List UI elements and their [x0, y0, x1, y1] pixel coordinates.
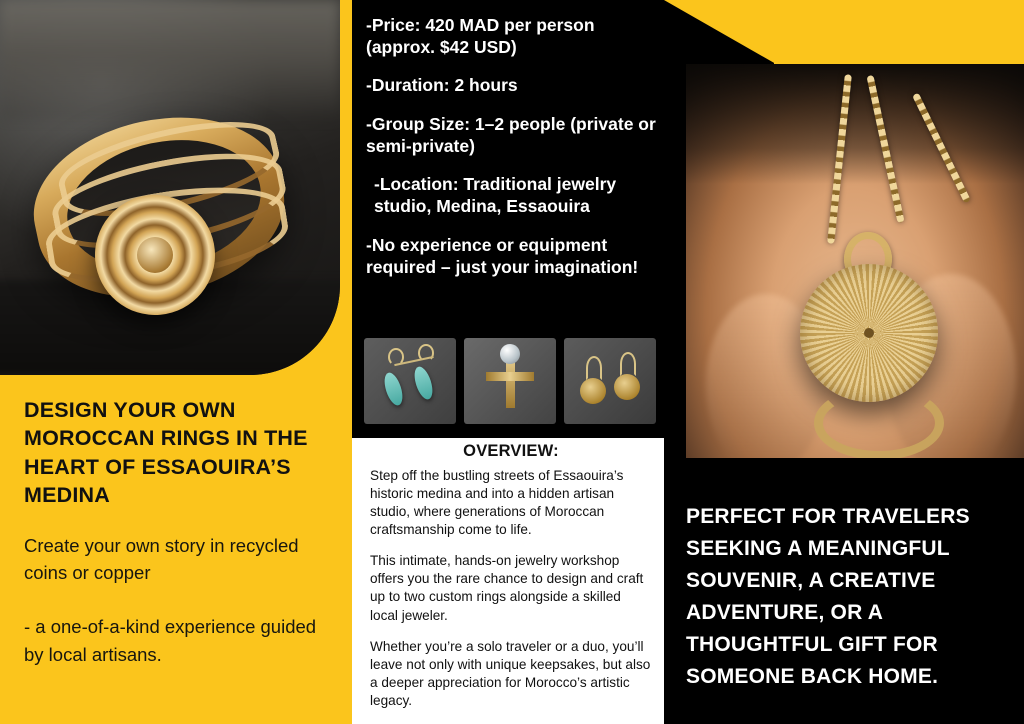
right-yellow-band	[774, 0, 1024, 64]
fact-group-size: -Group Size: 1–2 people (private or semi-private)	[366, 113, 656, 156]
fact-location: -Location: Traditional jewelry studio, Medina, Essaouira	[374, 174, 617, 217]
left-panel	[0, 0, 352, 724]
photo-dark-overlay	[686, 64, 1024, 184]
pendant-center-dot	[864, 328, 874, 338]
cross-horizontal-shape	[486, 372, 534, 381]
right-panel	[664, 0, 1024, 724]
gemstone-shape	[500, 344, 520, 364]
ring-photo	[0, 0, 340, 375]
left-text-block	[24, 396, 336, 669]
earring-hook-icon	[586, 356, 602, 380]
earring-hook-icon	[620, 352, 636, 376]
left-subtitle-secondary: - a one-of-a-kind experience guided by local artisans.	[24, 616, 317, 665]
right-yellow-diagonal	[664, 0, 776, 64]
fact-requirements: -No experience or equipment required – just your imagination!	[366, 234, 639, 277]
thumbnail-strip	[364, 338, 656, 424]
ring-shank-shape	[814, 386, 944, 458]
thumbnail-earrings-turquoise	[364, 338, 456, 424]
facts-list	[366, 14, 658, 294]
fact-price: -Price: 420 MAD per person (approx. $42 USD)	[366, 15, 595, 58]
left-subtitle: Create your own story in recycled coins or copper	[24, 534, 299, 584]
overview-paragraph-1: Step off the bustling streets of Essaouira’s historic medina and into a hidden artisan studio, where generations of Moroccan craftsmanship come to life.	[370, 468, 624, 538]
pendant-photo	[686, 64, 1024, 458]
thumbnail-coin-earrings	[564, 338, 656, 424]
overview-heading: OVERVIEW:	[463, 442, 559, 460]
fact-duration: -Duration: 2 hours	[366, 75, 518, 96]
ring-photo-image	[0, 0, 340, 375]
thumbnail-berber-cross	[464, 338, 556, 424]
bead-shape	[411, 365, 436, 402]
center-panel	[352, 0, 664, 724]
bead-shape	[381, 371, 406, 408]
pendant-photo-image	[686, 64, 1024, 458]
photo-background-blur	[0, 0, 340, 120]
right-headline: PERFECT FOR TRAVELERS SEEKING A MEANINGFUL SOUVENIR, A CREATIVE ADVENTURE, OR A THOUGHTFUL GIFT FOR SOMEONE BACK HOME.	[686, 505, 970, 688]
coin-disc-shape	[580, 378, 606, 404]
page-title: DESIGN YOUR OWN MOROCCAN RINGS IN THE HEART OF ESSAOUIRA’S MEDINA	[24, 398, 308, 508]
overview-paragraph-2: This intimate, hands-on jewelry workshop offers you the rare chance to design and craft up to two custom rings alongside a skilled local jeweler.	[370, 553, 644, 623]
overview-paragraph-3: Whether you’re a solo traveler or a duo, you’ll leave not only with unique keepsakes, but also a deeper appreciation for Morocco’s artistic legacy.	[370, 638, 651, 708]
overview-section	[370, 442, 652, 723]
ring-spiral-core	[137, 237, 173, 273]
coin-disc-shape	[614, 374, 640, 400]
